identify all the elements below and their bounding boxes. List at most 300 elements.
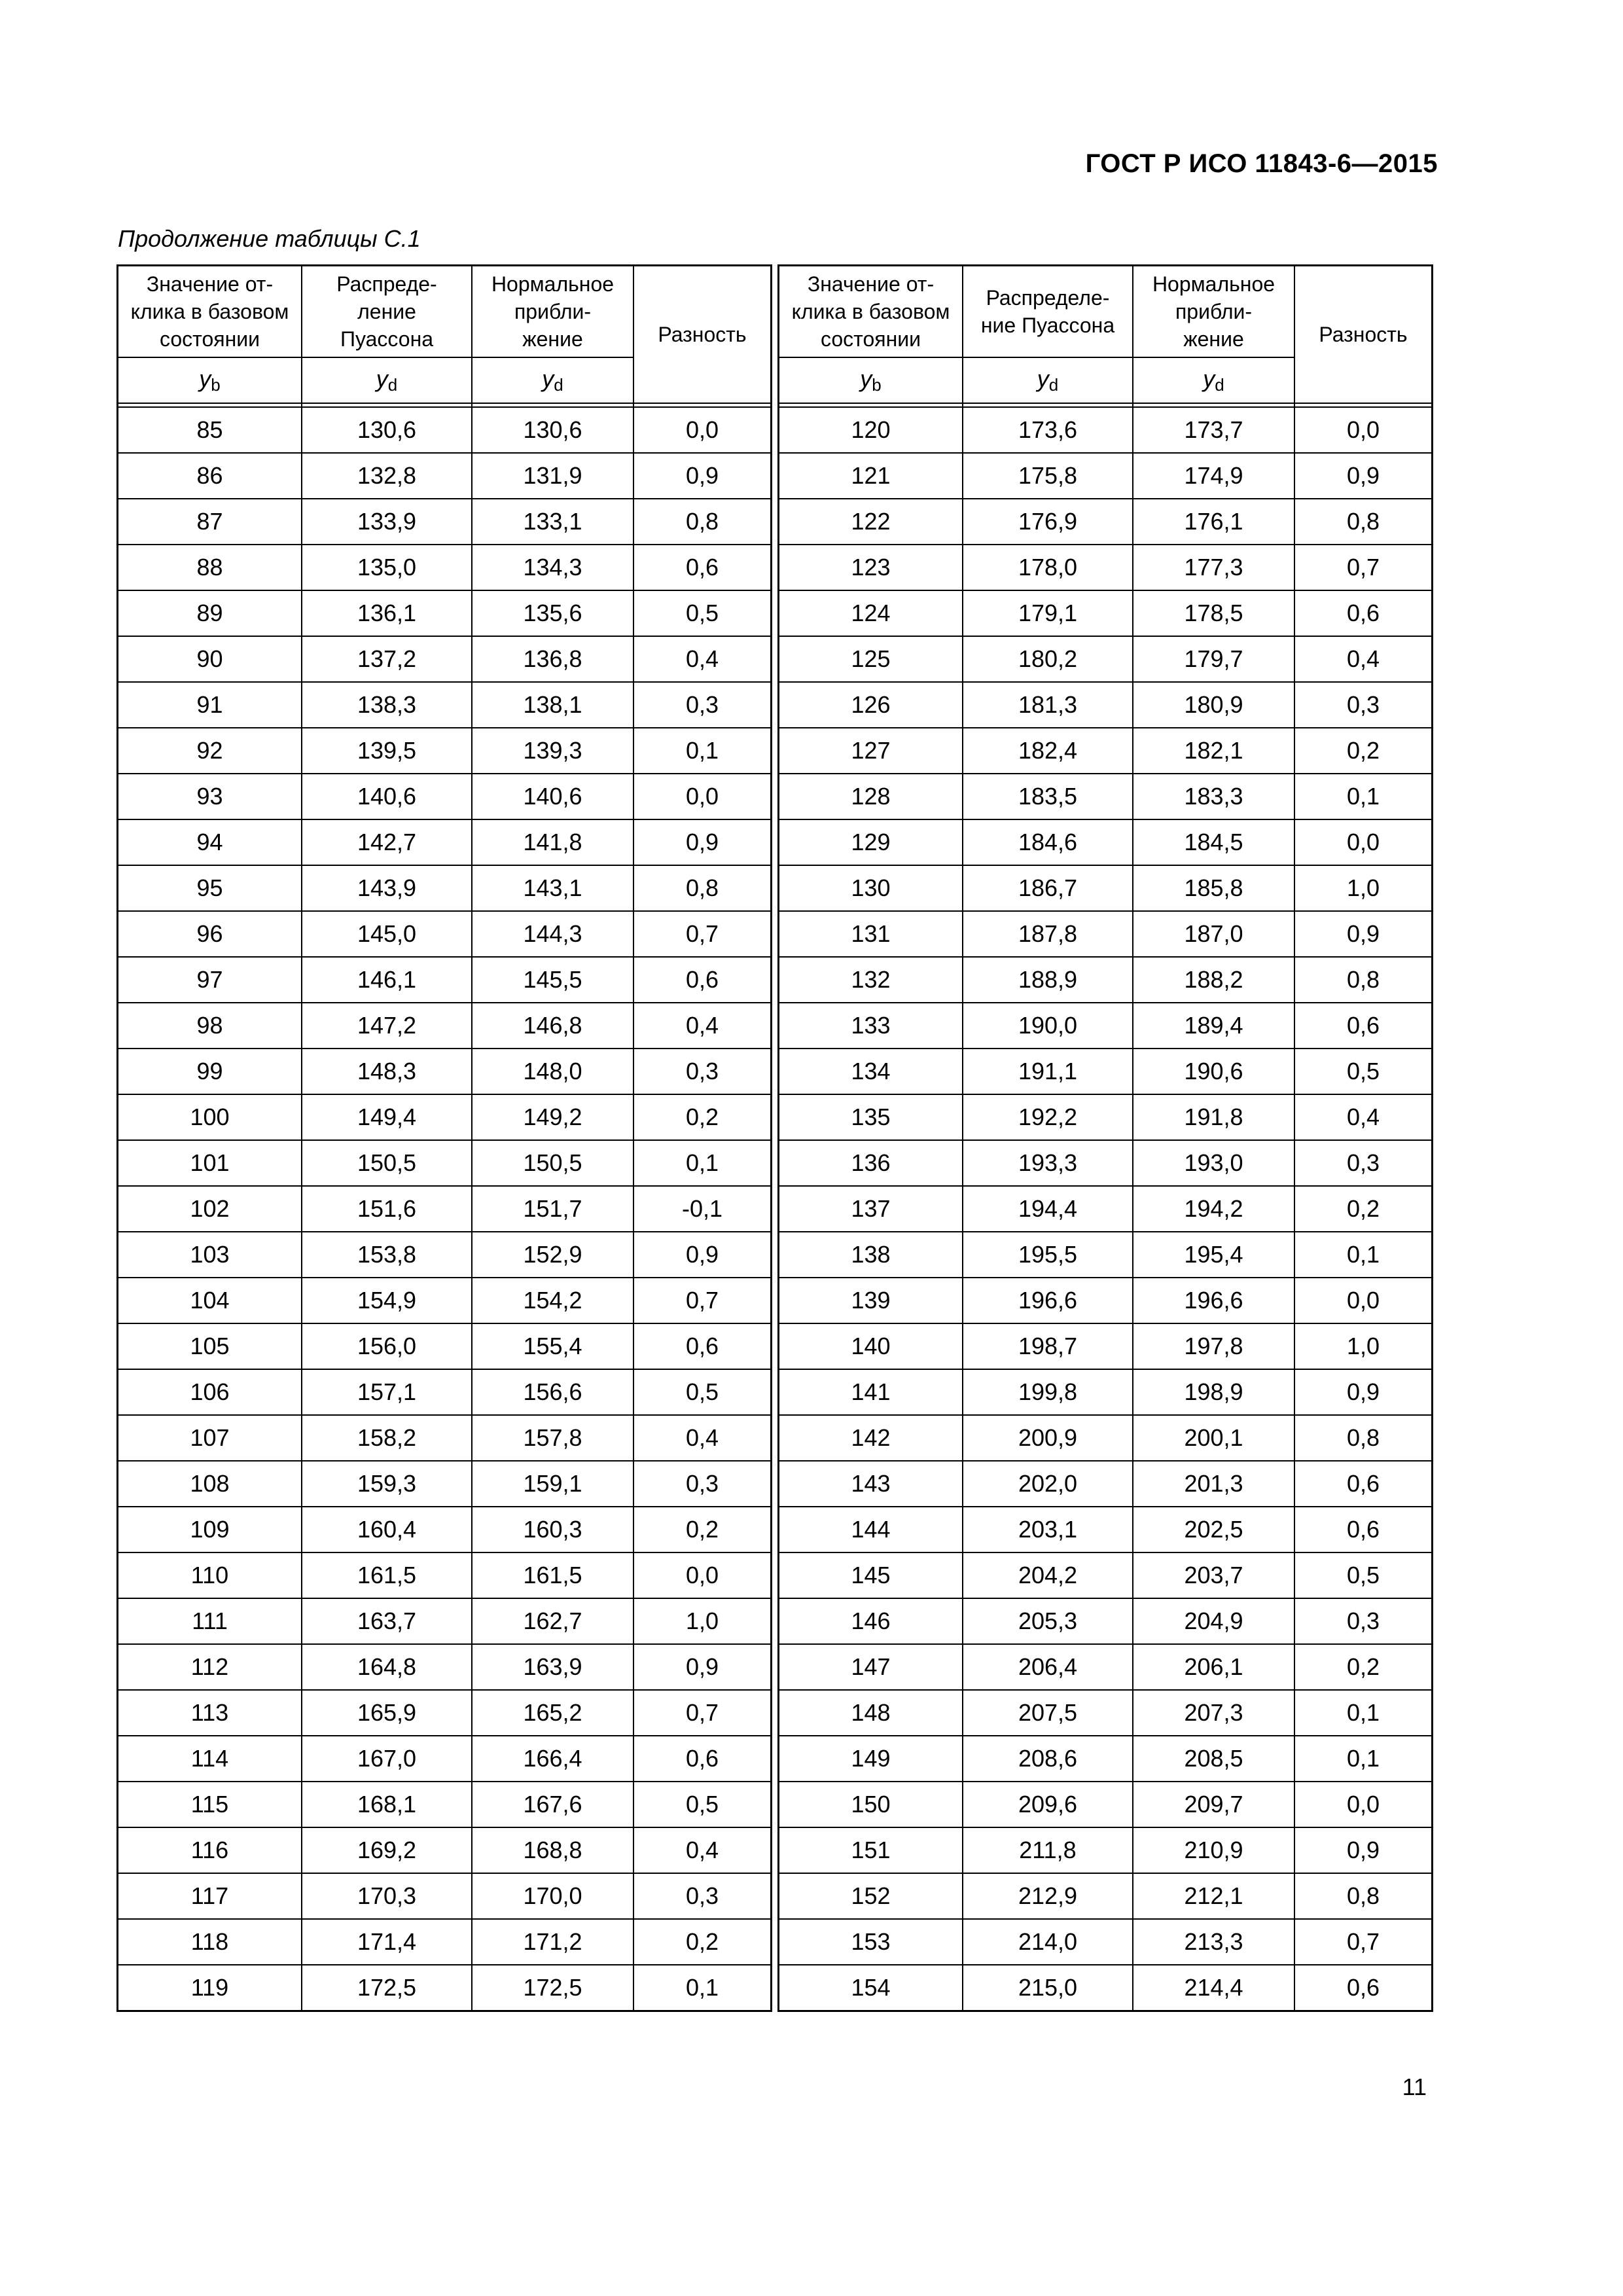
cell-response-value: 99 [118,1049,302,1094]
table-row [118,957,772,1003]
cell-difference: 0,3 [633,682,772,728]
table-row [779,1965,1433,2011]
cell-difference: 0,7 [1294,1919,1433,1965]
header-normal-approx: Нормальное прибли- жение [1133,266,1294,358]
cell-response-value: 131 [779,911,963,957]
cell-normal-approx: 170,0 [472,1873,633,1919]
cell-poisson: 194,4 [963,1186,1133,1232]
cell-difference: 0,4 [1294,1094,1433,1140]
cell-difference: 0,8 [1294,1873,1433,1919]
cell-response-value: 154 [779,1965,963,2011]
table-row [779,1415,1433,1461]
cell-difference: 0,5 [1294,1552,1433,1598]
cell-difference: 0,0 [1294,1278,1433,1323]
table-row [779,453,1433,499]
cell-normal-approx: 179,7 [1133,636,1294,682]
cell-poisson: 187,8 [963,911,1133,957]
cell-normal-approx: 152,9 [472,1232,633,1278]
cell-normal-approx: 174,9 [1133,453,1294,499]
cell-response-value: 151 [779,1827,963,1873]
cell-response-value: 144 [779,1507,963,1552]
cell-poisson: 208,6 [963,1736,1133,1782]
table-row [779,1461,1433,1507]
cell-poisson: 170,3 [302,1873,472,1919]
header-row [118,266,772,358]
table-right-half [777,264,1433,2012]
cell-response-value: 125 [779,636,963,682]
cell-normal-approx: 162,7 [472,1598,633,1644]
table-row [118,819,772,865]
cell-difference: 0,1 [1294,774,1433,819]
symbol-yd: $y_d$ [302,357,472,403]
cell-poisson: 137,2 [302,636,472,682]
cell-poisson: 198,7 [963,1323,1133,1369]
header-response-value: Значение от- клика в базовом состоянии [779,266,963,358]
table-row [779,865,1433,911]
cell-poisson: 169,2 [302,1827,472,1873]
table-row [118,1919,772,1965]
cell-difference: 0,9 [633,453,772,499]
cell-response-value: 89 [118,590,302,636]
cell-normal-approx: 156,6 [472,1369,633,1415]
table-row [118,1278,772,1323]
cell-poisson: 183,5 [963,774,1133,819]
cell-difference: 0,0 [633,1552,772,1598]
table-row [779,1507,1433,1552]
cell-response-value: 94 [118,819,302,865]
table-row [779,1003,1433,1049]
cell-response-value: 97 [118,957,302,1003]
table-row [779,1186,1433,1232]
cell-response-value: 91 [118,682,302,728]
cell-response-value: 112 [118,1644,302,1690]
cell-normal-approx: 136,8 [472,636,633,682]
cell-normal-approx: 157,8 [472,1415,633,1461]
table-row [118,1736,772,1782]
cell-response-value: 152 [779,1873,963,1919]
cell-response-value: 132 [779,957,963,1003]
cell-difference: 0,5 [633,1369,772,1415]
cell-difference: 0,6 [1294,590,1433,636]
cell-response-value: 134 [779,1049,963,1094]
cell-normal-approx: 177,3 [1133,545,1294,590]
cell-response-value: 130 [779,865,963,911]
cell-normal-approx: 206,1 [1133,1644,1294,1690]
table-row [118,545,772,590]
table-row [779,1140,1433,1186]
cell-difference: 0,3 [633,1873,772,1919]
cell-difference: 0,6 [633,545,772,590]
cell-normal-approx: 163,9 [472,1644,633,1690]
cell-normal-approx: 200,1 [1133,1415,1294,1461]
cell-difference: 0,9 [633,819,772,865]
cell-poisson: 190,0 [963,1003,1133,1049]
cell-difference: 0,7 [633,1278,772,1323]
cell-normal-approx: 183,3 [1133,774,1294,819]
cell-normal-approx: 203,7 [1133,1552,1294,1598]
table-left-half [116,264,772,2012]
cell-response-value: 118 [118,1919,302,1965]
table-row [779,1827,1433,1873]
table-right-body [779,266,1433,2011]
cell-difference: 0,2 [633,1094,772,1140]
cell-difference: 0,7 [1294,545,1433,590]
cell-poisson: 138,3 [302,682,472,728]
cell-response-value: 150 [779,1782,963,1827]
table-row [779,545,1433,590]
cell-response-value: 105 [118,1323,302,1369]
cell-poisson: 196,6 [963,1278,1133,1323]
cell-normal-approx: 160,3 [472,1507,633,1552]
table-row [779,1782,1433,1827]
cell-difference: 0,3 [633,1461,772,1507]
cell-response-value: 133 [779,1003,963,1049]
cell-normal-approx: 134,3 [472,545,633,590]
table-row [779,1323,1433,1369]
cell-poisson: 209,6 [963,1782,1133,1827]
cell-poisson: 136,1 [302,590,472,636]
cell-response-value: 114 [118,1736,302,1782]
cell-response-value: 85 [118,407,302,453]
table-row [118,682,772,728]
cell-poisson: 214,0 [963,1919,1133,1965]
table-row [118,1644,772,1690]
cell-response-value: 140 [779,1323,963,1369]
table-row [779,682,1433,728]
cell-difference: 0,6 [1294,1461,1433,1507]
cell-difference: 0,8 [1294,1415,1433,1461]
cell-response-value: 95 [118,865,302,911]
cell-response-value: 115 [118,1782,302,1827]
cell-poisson: 175,8 [963,453,1133,499]
table-row [118,590,772,636]
cell-poisson: 199,8 [963,1369,1133,1415]
cell-poisson: 159,3 [302,1461,472,1507]
table-row [779,1736,1433,1782]
cell-poisson: 146,1 [302,957,472,1003]
cell-difference: 0,7 [633,911,772,957]
cell-normal-approx: 133,1 [472,499,633,545]
cell-poisson: 165,9 [302,1690,472,1736]
cell-normal-approx: 130,6 [472,407,633,453]
cell-response-value: 86 [118,453,302,499]
table-row [779,1552,1433,1598]
cell-poisson: 140,6 [302,774,472,819]
cell-normal-approx: 180,9 [1133,682,1294,728]
header-poisson: Распределе- ние Пуассона [963,266,1133,358]
table-row [118,1323,772,1369]
page-number: 11 [1402,2073,1427,2100]
cell-response-value: 124 [779,590,963,636]
cell-normal-approx: 138,1 [472,682,633,728]
cell-response-value: 111 [118,1598,302,1644]
cell-response-value: 138 [779,1232,963,1278]
cell-difference: 0,6 [1294,1507,1433,1552]
table-row [779,1278,1433,1323]
cell-response-value: 135 [779,1094,963,1140]
table-row [118,774,772,819]
cell-response-value: 110 [118,1552,302,1598]
cell-poisson: 188,9 [963,957,1133,1003]
cell-normal-approx: 161,5 [472,1552,633,1598]
data-table [116,264,1433,2012]
cell-response-value: 146 [779,1598,963,1644]
table-row [118,1598,772,1644]
table-row [779,1873,1433,1919]
cell-poisson: 180,2 [963,636,1133,682]
cell-response-value: 98 [118,1003,302,1049]
table-row [118,1186,772,1232]
cell-normal-approx: 148,0 [472,1049,633,1094]
cell-difference: 0,2 [633,1507,772,1552]
cell-response-value: 117 [118,1873,302,1919]
cell-difference: 0,5 [633,1782,772,1827]
cell-difference: 0,2 [1294,728,1433,774]
table-row [779,407,1433,453]
table-row [779,636,1433,682]
cell-normal-approx: 213,3 [1133,1919,1294,1965]
cell-difference: 0,0 [633,407,772,453]
table-row [779,1232,1433,1278]
cell-normal-approx: 191,8 [1133,1094,1294,1140]
cell-difference: 0,2 [1294,1644,1433,1690]
cell-normal-approx: 159,1 [472,1461,633,1507]
table-row [779,590,1433,636]
cell-poisson: 178,0 [963,545,1133,590]
cell-difference: 1,0 [633,1598,772,1644]
cell-response-value: 136 [779,1140,963,1186]
cell-difference: 0,6 [633,1736,772,1782]
cell-poisson: 158,2 [302,1415,472,1461]
cell-poisson: 135,0 [302,545,472,590]
table-row [779,1094,1433,1140]
symbol-yd: $y_d$ [472,357,633,403]
cell-response-value: 121 [779,453,963,499]
cell-response-value: 102 [118,1186,302,1232]
header-poisson: Распреде- ление Пуассона [302,266,472,358]
table-row [779,1644,1433,1690]
header-difference: Разность [633,266,772,404]
cell-poisson: 163,7 [302,1598,472,1644]
symbol-yd: $y_d$ [1133,357,1294,403]
cell-poisson: 195,5 [963,1232,1133,1278]
cell-difference: -0,1 [633,1186,772,1232]
cell-poisson: 179,1 [963,590,1133,636]
cell-poisson: 153,8 [302,1232,472,1278]
cell-normal-approx: 172,5 [472,1965,633,2011]
cell-response-value: 92 [118,728,302,774]
cell-response-value: 88 [118,545,302,590]
cell-response-value: 147 [779,1644,963,1690]
table-row [118,1965,772,2011]
cell-normal-approx: 185,8 [1133,865,1294,911]
table-row [118,453,772,499]
cell-normal-approx: 143,1 [472,865,633,911]
table-row [118,1369,772,1415]
cell-difference: 0,0 [1294,819,1433,865]
table-row [118,1094,772,1140]
cell-normal-approx: 173,7 [1133,407,1294,453]
table-row [118,1507,772,1552]
cell-difference: 0,8 [633,865,772,911]
cell-response-value: 109 [118,1507,302,1552]
cell-normal-approx: 182,1 [1133,728,1294,774]
cell-poisson: 154,9 [302,1278,472,1323]
cell-difference: 0,9 [1294,453,1433,499]
cell-poisson: 206,4 [963,1644,1133,1690]
cell-difference: 0,1 [1294,1736,1433,1782]
cell-response-value: 129 [779,819,963,865]
table-row [779,499,1433,545]
table-left-body [118,266,772,2011]
table-row [118,911,772,957]
cell-normal-approx: 207,3 [1133,1690,1294,1736]
cell-normal-approx: 188,2 [1133,957,1294,1003]
table-row [779,774,1433,819]
cell-normal-approx: 145,5 [472,957,633,1003]
table-row [118,1782,772,1827]
cell-normal-approx: 196,6 [1133,1278,1294,1323]
cell-normal-approx: 214,4 [1133,1965,1294,2011]
cell-poisson: 164,8 [302,1644,472,1690]
cell-difference: 0,2 [633,1919,772,1965]
cell-poisson: 215,0 [963,1965,1133,2011]
table-row [779,1598,1433,1644]
cell-response-value: 145 [779,1552,963,1598]
cell-difference: 0,6 [1294,1003,1433,1049]
cell-poisson: 142,7 [302,819,472,865]
cell-difference: 0,3 [1294,682,1433,728]
cell-difference: 0,3 [633,1049,772,1094]
cell-difference: 0,4 [633,1827,772,1873]
cell-difference: 0,4 [633,1415,772,1461]
symbol-yb: $y_b$ [779,357,963,403]
cell-difference: 0,6 [633,957,772,1003]
cell-poisson: 192,2 [963,1094,1133,1140]
cell-normal-approx: 193,0 [1133,1140,1294,1186]
cell-difference: 0,5 [1294,1049,1433,1094]
cell-poisson: 212,9 [963,1873,1133,1919]
cell-poisson: 173,6 [963,407,1133,453]
symbol-yd: $y_d$ [963,357,1133,403]
cell-response-value: 127 [779,728,963,774]
cell-poisson: 186,7 [963,865,1133,911]
cell-poisson: 184,6 [963,819,1133,865]
cell-normal-approx: 210,9 [1133,1827,1294,1873]
cell-difference: 0,1 [1294,1690,1433,1736]
cell-normal-approx: 187,0 [1133,911,1294,957]
cell-difference: 0,4 [633,1003,772,1049]
cell-poisson: 176,9 [963,499,1133,545]
cell-response-value: 142 [779,1415,963,1461]
cell-response-value: 100 [118,1094,302,1140]
cell-difference: 0,9 [633,1644,772,1690]
cell-response-value: 123 [779,545,963,590]
table-row [118,1232,772,1278]
cell-poisson: 172,5 [302,1965,472,2011]
table-caption: Продолжение таблицы С.1 [118,225,421,252]
cell-response-value: 103 [118,1232,302,1278]
cell-normal-approx: 198,9 [1133,1369,1294,1415]
cell-difference: 0,5 [633,590,772,636]
cell-difference: 0,0 [633,774,772,819]
cell-difference: 0,0 [1294,407,1433,453]
table-row [118,1552,772,1598]
cell-poisson: 182,4 [963,728,1133,774]
cell-difference: 0,9 [1294,911,1433,957]
cell-normal-approx: 139,3 [472,728,633,774]
cell-difference: 0,7 [633,1690,772,1736]
symbol-yb: $y_b$ [118,357,302,403]
header-row [779,266,1433,358]
cell-normal-approx: 204,9 [1133,1598,1294,1644]
cell-poisson: 203,1 [963,1507,1133,1552]
cell-response-value: 126 [779,682,963,728]
cell-response-value: 101 [118,1140,302,1186]
cell-normal-approx: 166,4 [472,1736,633,1782]
cell-poisson: 171,4 [302,1919,472,1965]
cell-difference: 0,6 [633,1323,772,1369]
cell-poisson: 143,9 [302,865,472,911]
table-row [118,407,772,453]
cell-poisson: 157,1 [302,1369,472,1415]
cell-response-value: 87 [118,499,302,545]
cell-difference: 0,8 [1294,957,1433,1003]
cell-response-value: 107 [118,1415,302,1461]
cell-normal-approx: 197,8 [1133,1323,1294,1369]
cell-poisson: 149,4 [302,1094,472,1140]
cell-response-value: 119 [118,1965,302,2011]
cell-difference: 0,0 [1294,1782,1433,1827]
cell-normal-approx: 208,5 [1133,1736,1294,1782]
cell-poisson: 202,0 [963,1461,1133,1507]
cell-normal-approx: 155,4 [472,1323,633,1369]
cell-poisson: 147,2 [302,1003,472,1049]
cell-normal-approx: 135,6 [472,590,633,636]
table-row [118,1049,772,1094]
cell-difference: 0,9 [633,1232,772,1278]
table-row [118,499,772,545]
cell-normal-approx: 171,2 [472,1919,633,1965]
cell-poisson: 181,3 [963,682,1133,728]
cell-poisson: 156,0 [302,1323,472,1369]
cell-difference: 1,0 [1294,1323,1433,1369]
cell-normal-approx: 146,8 [472,1003,633,1049]
table-row [779,1919,1433,1965]
table-row [118,636,772,682]
cell-poisson: 133,9 [302,499,472,545]
cell-response-value: 93 [118,774,302,819]
cell-response-value: 122 [779,499,963,545]
cell-response-value: 148 [779,1690,963,1736]
table-row [779,728,1433,774]
cell-poisson: 168,1 [302,1782,472,1827]
cell-difference: 0,3 [1294,1598,1433,1644]
cell-normal-approx: 131,9 [472,453,633,499]
cell-response-value: 143 [779,1461,963,1507]
cell-response-value: 108 [118,1461,302,1507]
document-header: ГОСТ Р ИСО 11843-6—2015 [1085,149,1438,178]
cell-difference: 0,1 [633,1965,772,2011]
cell-difference: 0,6 [1294,1965,1433,2011]
table-row [779,1690,1433,1736]
cell-normal-approx: 168,8 [472,1827,633,1873]
cell-response-value: 90 [118,636,302,682]
cell-normal-approx: 190,6 [1133,1049,1294,1094]
cell-normal-approx: 140,6 [472,774,633,819]
cell-difference: 0,9 [1294,1369,1433,1415]
cell-normal-approx: 151,7 [472,1186,633,1232]
